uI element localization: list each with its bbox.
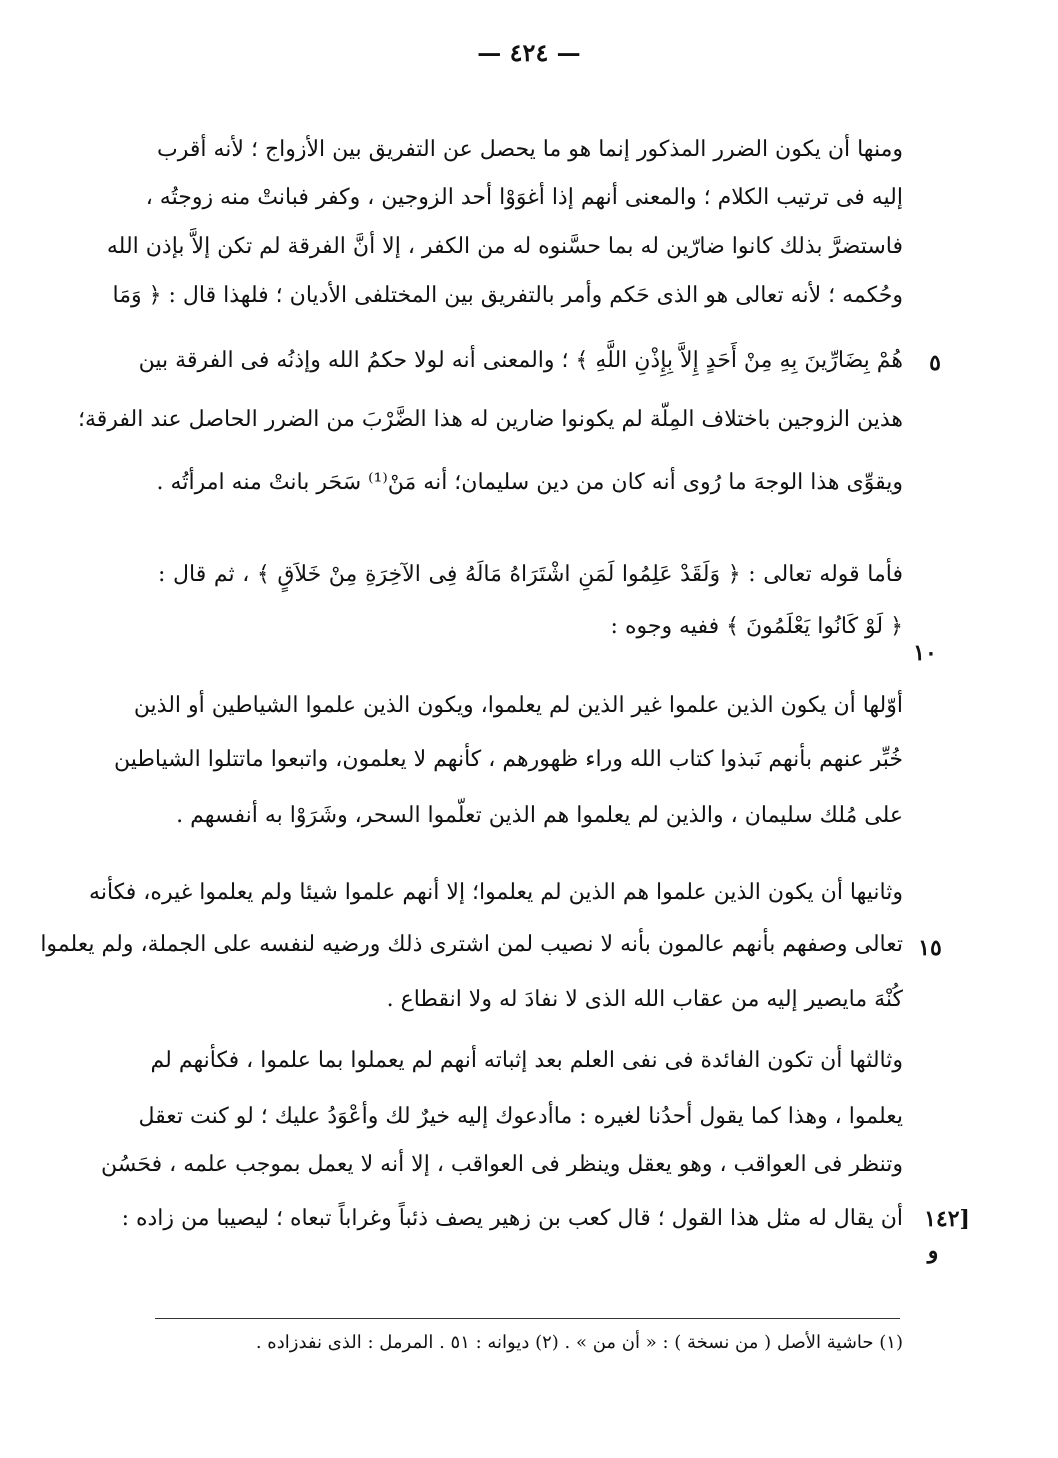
folio-side-marker: و	[927, 1238, 939, 1264]
text-line-12: على مُلك سليمان ، والذين لم يعلموا هم الذين تعلّموا السحر، وشَرَوْا به أنفسهم .	[176, 803, 903, 828]
footnote: (١) حاشية الأصل ( من نسخة ) : « أن من » . (٢) ديوانه : ٥١ . المرمل : الذى نفدزاده .	[255, 1332, 903, 1353]
text-line-4: وحُكمه ؛ لأنه تعالى هو الذى حَكم وأمر بالتفريق بين المختلفى الأديان ؛ فلهذا قال : ﴿ وَمَا	[112, 283, 903, 308]
text-line-18: وتنظر فى العواقب ، وهو يعقل وينظر فى العواقب ، إلا أنه لا يعمل بموجب علمه ، فحَسُن	[101, 1152, 903, 1177]
text-line-1: ومنها أن يكون الضرر المذكور إنما هو ما يحصل عن التفريق بين الأزواج ؛ لأنه أقرب	[157, 137, 903, 162]
text-line-16: وثالثها أن تكون الفائدة فى نفى العلم بعد إثباته أنهم لم يعملوا بما علموا ، فكأنهم لم	[150, 1048, 903, 1073]
footnote-divider	[155, 1318, 900, 1319]
page-number: — ٤٢٤ —	[477, 38, 581, 67]
text-line-7: ويقوِّى هذا الوجهَ ما رُوى أنه كان من دين سليمان؛ أنه مَنْ⁽¹⁾ سَحَر بانتْ منه امرأتُه .	[156, 470, 903, 495]
text-line-9: ﴿ لَوْ كَانُوا يَعْلَمُونَ ﴾ ففيه وجوه :	[610, 614, 903, 639]
text-line-13: وثانيها أن يكون الذين علموا هم الذين لم يعلموا؛ إلا أنهم علموا شيئا ولم يعلموا غيره، فكأنه	[89, 880, 903, 905]
text-line-17: يعلموا ، وهذا كما يقول أحدُنا لغيره : ماأدعوك إليه خيرٌ لك وأعْوَدُ عليك ؛ لو كنت تعقل	[138, 1104, 903, 1129]
text-line-15: كُنْهَ مايصير إليه من عقاب الله الذى لا نفادَ له ولا انقطاع .	[386, 987, 903, 1012]
text-line-2: إليه فى ترتيب الكلام ؛ والمعنى أنهم إذا أغوَوْا أحد الزوجين ، وكفر فبانتْ منه زوجتُه ،	[145, 185, 903, 210]
text-line-3: فاستضرَّ بذلك كانوا ضارّين له بما حسَّنوه له من الكفر ، إلا أنَّ الفرقة لم تكن إلاَّ بإذن الله	[106, 234, 903, 259]
line-number-5: ٥	[929, 350, 941, 376]
text-line-19: أن يقال له مثل هذا القول ؛ قال كعب بن زهير يصف ذئباً وغراباً تبعاه ؛ ليصيبا من زاده :	[121, 1206, 903, 1231]
text-line-11: خُبِّر عنهم بأنهم نَبذوا كتاب الله وراء ظهورهم ، كأنهم لا يعلمون، واتبعوا ماتتلوا الشياطين	[114, 747, 903, 772]
text-line-14: تعالى وصفهم بأنهم عالمون بأنه لا نصيب لمن اشترى ذلك ورضيه لنفسه على الجملة، ولم يعلموا	[40, 932, 903, 957]
line-number-15: ١٥	[918, 935, 942, 961]
text-line-6: هذين الزوجين باختلاف المِلّة لم يكونوا ضارين له هذا الضَّرْبَ من الضرر الحاصل عند الفرقة؛	[77, 407, 903, 432]
folio-marker: [١٤٢	[924, 1206, 970, 1232]
text-line-10: أوّلها أن يكون الذين علموا غير الذين لم يعلموا، ويكون الذين علموا الشياطين أو الذين	[133, 693, 903, 718]
line-number-10: ١٠	[913, 640, 937, 666]
text-line-5: هُمْ بِضَارِّينَ بِهِ مِنْ أَحَدٍ إِلاَّ بِإِذْنِ اللَّهِ ﴾ ؛ والمعنى أنه لولا حكمُ الله وإذنُه فى الفرقة بين	[138, 348, 903, 373]
text-line-8: فأما قوله تعالى : ﴿ وَلَقَدْ عَلِمُوا لَمَنِ اشْتَرَاهُ مَالَهُ فِى الآخِرَةِ مِنْ خَلاَقٍ ﴾ ، ثم قال :	[158, 562, 903, 587]
